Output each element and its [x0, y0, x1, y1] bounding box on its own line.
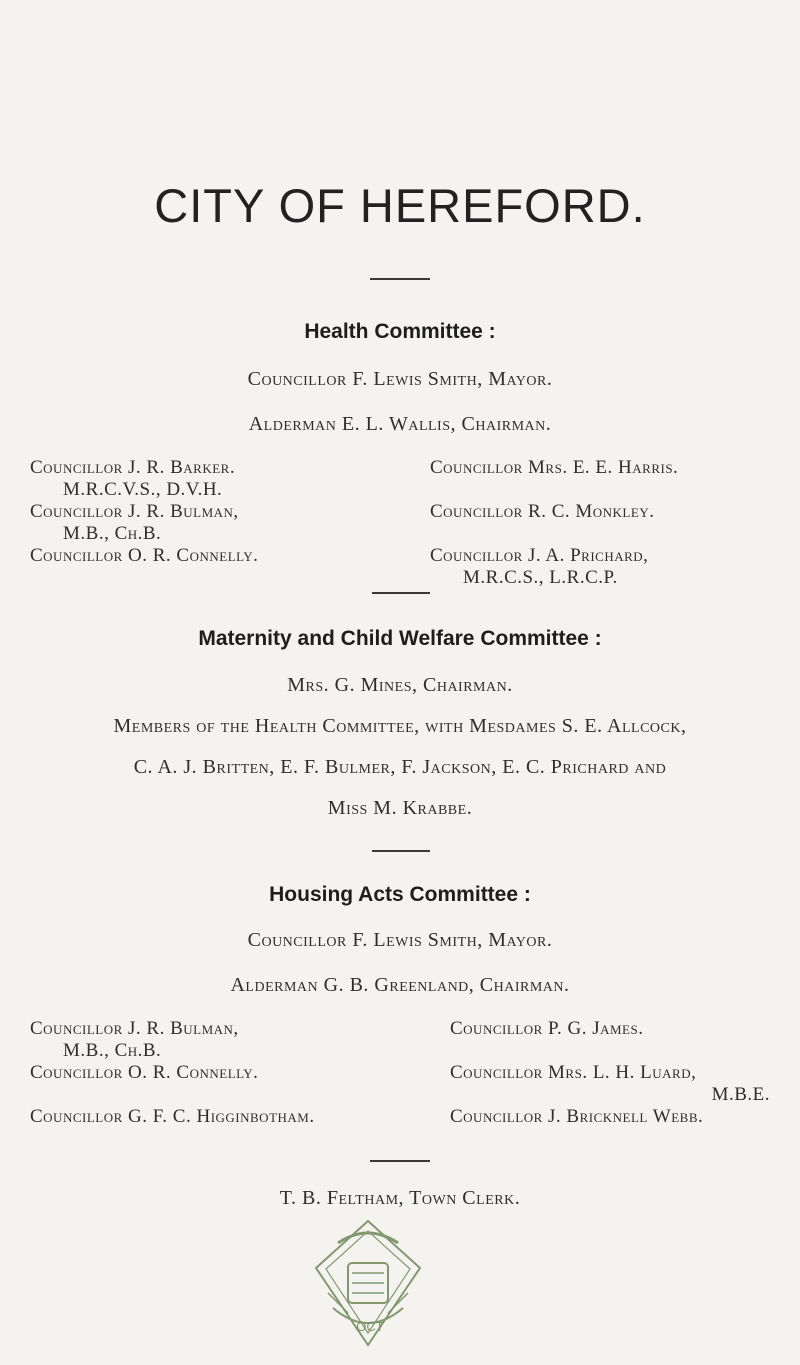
housing-committee-heading: Housing Acts Committee : — [269, 883, 531, 906]
divider — [372, 592, 430, 594]
member-qualification: M.B., Ch.B. — [63, 1040, 162, 1061]
member-entry: Councillor P. G. James. — [450, 1018, 644, 1039]
library-stamp-icon — [308, 1213, 428, 1353]
health-members-right — [430, 457, 678, 589]
member-entry: Councillor G. F. C. Higginbotham. — [30, 1106, 315, 1127]
member-entry: Councillor J. Bricknell Webb. — [450, 1106, 704, 1127]
maternity-members-line-2: C. A. J. Britten, E. F. Bulmer, F. Jackson, E. C. Prichard and — [133, 756, 667, 778]
member-entry: Councillor Mrs. L. H. Luard, — [450, 1062, 697, 1083]
member-entry: Councillor J. A. Prichard, — [430, 545, 649, 566]
maternity-committee-heading: Maternity and Child Welfare Committee : — [198, 627, 602, 650]
health-committee-heading: Health Committee : — [304, 320, 496, 343]
member-entry: Councillor J. R. Bulman, — [30, 1018, 239, 1039]
housing-members-right — [450, 1018, 770, 1128]
housing-members-left — [30, 1018, 315, 1128]
member-entry: Councillor J. R. Bulman, — [30, 501, 239, 522]
maternity-members-line-3: Miss M. Krabbe. — [327, 797, 473, 819]
member-entry: Councillor Mrs. E. E. Harris. — [430, 457, 679, 478]
member-entry: Councillor O. R. Connelly. — [30, 1062, 259, 1083]
member-qualification: M.B.E. — [711, 1084, 770, 1105]
town-clerk-line: T. B. Feltham, Town Clerk. — [279, 1187, 521, 1209]
divider — [370, 278, 430, 280]
health-members-left — [30, 457, 258, 567]
divider — [372, 850, 430, 852]
health-mayor-line: Councillor F. Lewis Smith, Mayor. — [247, 368, 553, 390]
health-chair-line: Alderman E. L. Wallis, Chairman. — [248, 413, 552, 435]
member-qualification: M.R.C.S., L.R.C.P. — [463, 567, 618, 588]
maternity-chair-line: Mrs. G. Mines, Chairman. — [287, 674, 513, 696]
member-entry: Councillor O. R. Connelly. — [30, 545, 259, 566]
stamp-text: OCT — [356, 1319, 384, 1334]
member-entry: Councillor J. R. Barker. — [30, 457, 236, 478]
divider — [370, 1160, 430, 1162]
member-entry: Councillor R. C. Monkley. — [430, 501, 655, 522]
housing-chair-line: Alderman G. B. Greenland, Chairman. — [230, 974, 570, 996]
member-qualification: M.B., Ch.B. — [63, 523, 162, 544]
housing-mayor-line: Councillor F. Lewis Smith, Mayor. — [247, 929, 553, 951]
maternity-members-line-1: Members of the Health Committee, with Mesdames S. E. Allcock, — [113, 715, 687, 737]
page-title: CITY OF HEREFORD. — [154, 179, 646, 232]
member-qualification: M.R.C.V.S., D.V.H. — [63, 479, 223, 500]
